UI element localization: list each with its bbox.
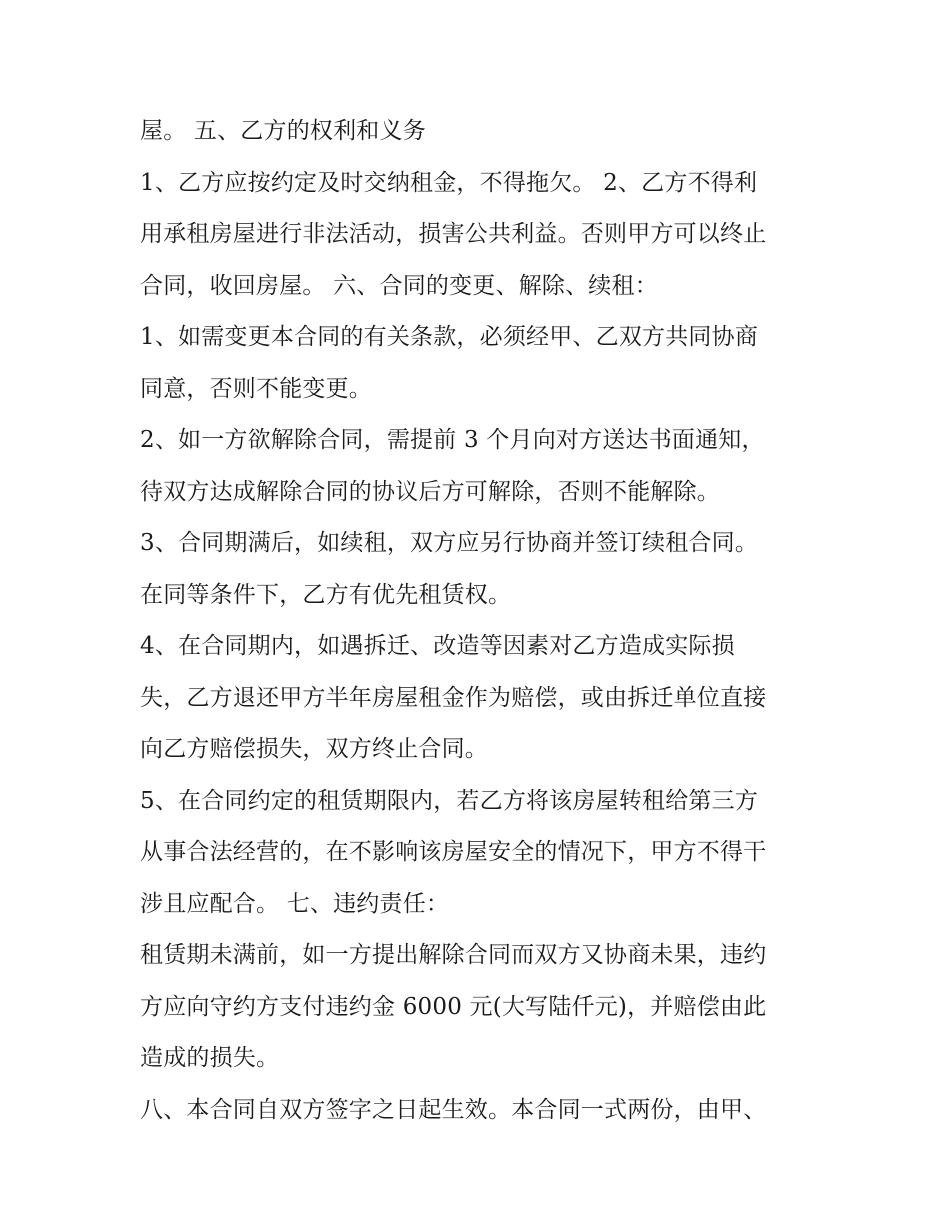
text-line: 造成的损失。 xyxy=(140,1045,280,1071)
contract-text xyxy=(140,106,830,1136)
text-line: 1、如需变更本合同的有关条款，必须经甲、乙双方共同协商 xyxy=(140,324,759,350)
text-line: 同意，否则不能变更。 xyxy=(140,375,372,402)
text-line: 在同等条件下，乙方有优先租赁权。 xyxy=(140,581,512,608)
text-line: 八、本合同自双方签字之日起生效。本合同一式两份，由甲、 xyxy=(140,1096,767,1123)
text-line: 用承租房屋进行非法活动，损害公共利益。否则甲方可以终止 xyxy=(140,221,767,247)
text-line: 3、合同期满后，如续租，双方应另行协商并签订续租合同。 xyxy=(140,530,759,556)
text-line: 失，乙方退还甲方半年房屋租金作为赔偿，或由拆迁单位直接 xyxy=(140,684,767,711)
text-line: 方应向守约方支付违约金 6000 元(大写陆仟元)，并赔偿由此 xyxy=(140,993,767,1020)
text-line: 5、在合同约定的租赁期限内，若乙方将该房屋转租给第三方 xyxy=(140,787,759,814)
text-line: 租赁期未满前，如一方提出解除合同而双方又协商未果，违约 xyxy=(140,942,767,968)
text-line: 屋。 五、乙方的权利和义务 xyxy=(140,118,426,144)
text-line: 待双方达成解除合同的协议后方可解除，否则不能解除。 xyxy=(140,478,720,505)
text-line: 涉且应配合。 七、违约责任： xyxy=(140,890,450,917)
text-line: 向乙方赔偿损失，双方终止合同。 xyxy=(140,736,488,762)
text-line: 4、在合同期内，如遇拆迁、改造等因素对乙方造成实际损 xyxy=(140,633,735,659)
text-line: 合同，收回房屋。 六、合同的变更、解除、续租： xyxy=(140,272,658,299)
text-line: 1、乙方应按约定及时交纳租金，不得拖欠。 2、乙方不得利 xyxy=(140,169,758,196)
text-line: 2、如一方欲解除合同，需提前 3 个月向对方送达书面通知， xyxy=(140,427,765,453)
text-line: 从事合法经营的，在不影响该房屋安全的情况下，甲方不得干 xyxy=(140,839,767,865)
